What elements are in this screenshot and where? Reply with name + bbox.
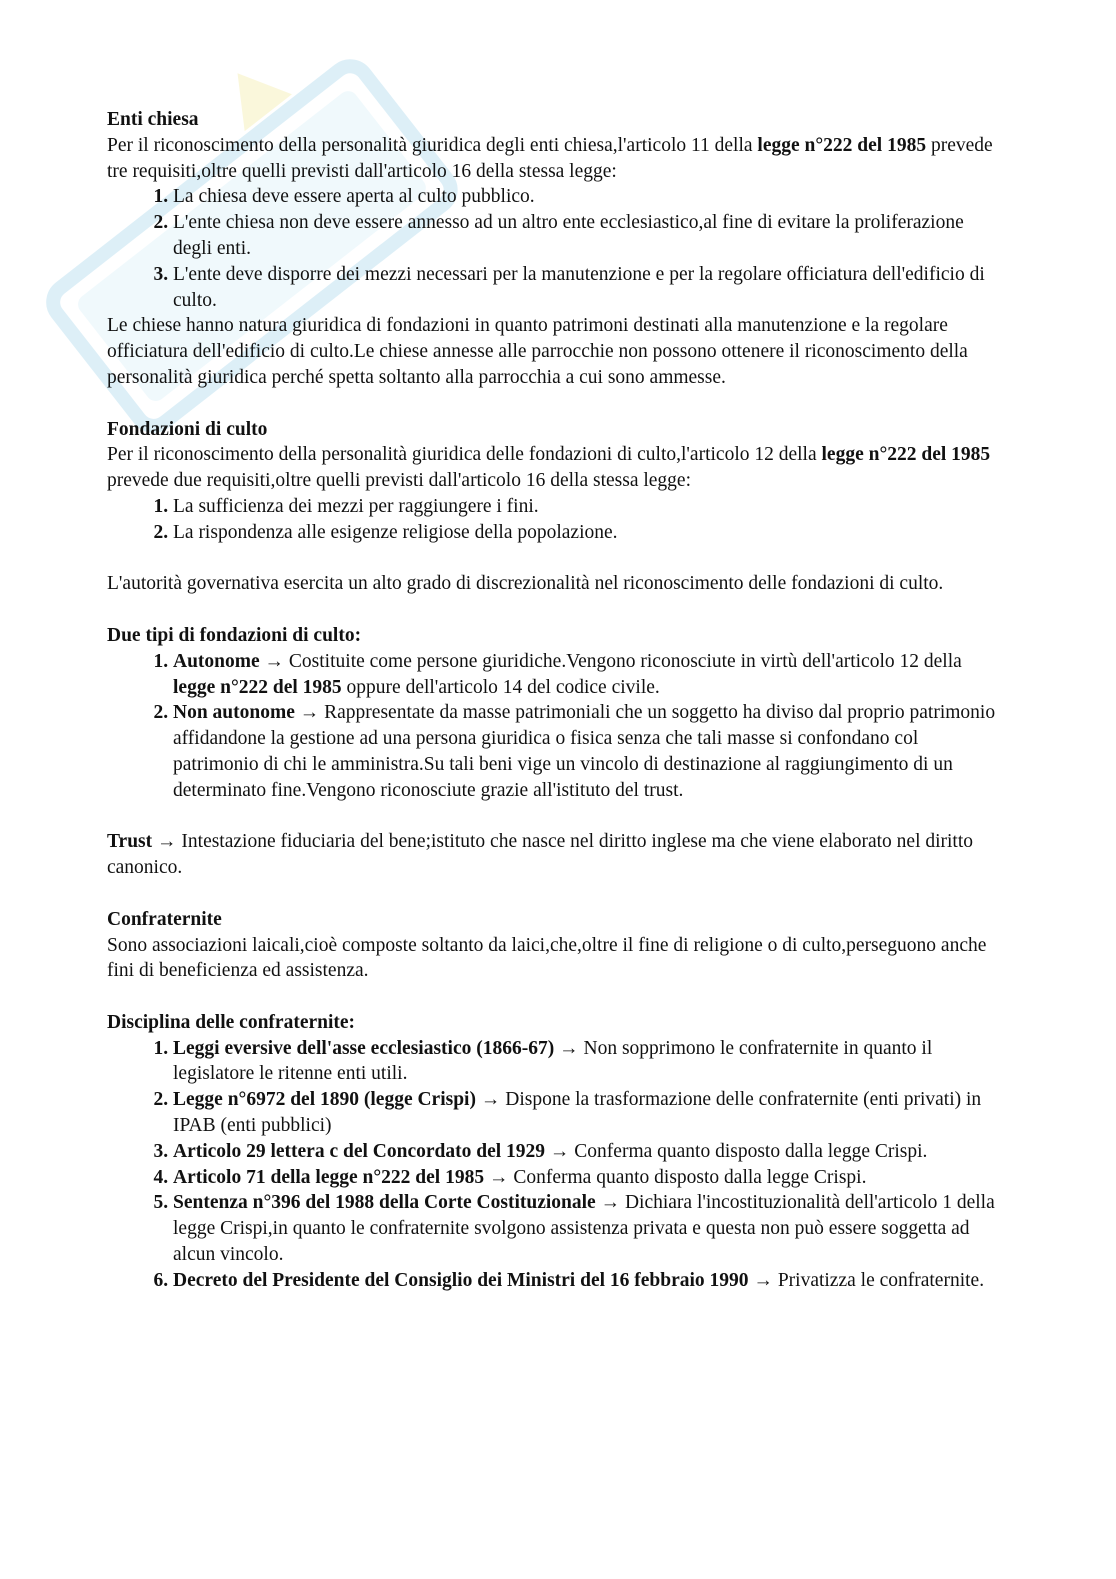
section-title: Due tipi di fondazioni di culto:	[107, 624, 362, 646]
section-disciplina	[107, 1010, 1007, 1294]
requirements-list	[107, 184, 1007, 313]
paragraph: Trust → Intestazione fiduciaria del bene;istituto che nasce nel diritto inglese ma che viene elaborato nel diritto canonico.	[107, 831, 974, 879]
section-trust	[107, 829, 1007, 881]
list-item: 2. L'ente chiesa non deve essere annesso ad un altro ente ecclesiastico,al fine di evitare la proliferazione degli enti.	[173, 210, 1007, 262]
section-title: Enti chiesa	[107, 109, 199, 130]
list-item: 6. Decreto del Presidente del Consiglio dei Ministri del 16 febbraio 1990 → Privatizza le confraternite.	[173, 1268, 1007, 1294]
list-item: 5. Sentenza n°396 del 1988 della Corte Costituzionale → Dichiara l'incostituzionalità dell'articolo 1 della legge Crispi,in quanto le confraternite svolgono assistenza privata e questa non può essere soggetta ad alcun vincolo.	[173, 1190, 1007, 1267]
paragraph: Le chiese hanno natura giuridica di fondazioni in quanto patrimoni destinati alla manutenzione e la regolare officiatura dell'edificio di culto.Le chiese annesse alle parrocchie non possono ottenere il riconoscimento della personalità giuridica perché spetta soltanto alla parrocchia a cui sono ammesse.	[107, 315, 968, 388]
list-item: 1. La sufficienza dei mezzi per raggiungere i fini.	[173, 494, 1007, 520]
list-item: 3. Articolo 29 lettera c del Concordato del 1929 → Conferma quanto disposto dalla legge Crispi.	[173, 1139, 1007, 1165]
section-enti-chiesa	[107, 107, 1007, 391]
types-list	[107, 649, 1007, 804]
list-item: 2. Non autonome → Rappresentate da masse patrimoniali che un soggetto ha diviso dal proprio patrimonio affidandone la gestione ad una persona giuridica o fisica senza che tali masse si confondano col patrimonio di chi le amministra.Su tali beni vige un vincolo di destinazione al raggiungimento di un determinato fine.Vengono riconosciute grazie all'istituto del trust.	[173, 700, 1007, 803]
requirements-list	[107, 494, 1007, 546]
section-fondazioni	[107, 417, 1007, 598]
section-title: Fondazioni di culto	[107, 418, 268, 440]
list-item: 3. L'ente deve disporre dei mezzi necessari per la manutenzione e per la regolare officiatura dell'edificio di culto.	[173, 262, 1007, 314]
section-tipi	[107, 623, 1007, 804]
list-item: 2. La rispondenza alle esigenze religiose della popolazione.	[173, 520, 1007, 546]
section-confraternite	[107, 907, 1007, 984]
list-item: 1. Leggi eversive dell'asse ecclesiastico (1866-67) → Non sopprimono le confraternite in quanto il legislatore le ritenne enti utili.	[173, 1036, 1007, 1088]
paragraph: Per il riconoscimento della personalità giuridica delle fondazioni di culto,l'articolo 12 della legge n°222 del 1985 prevede due requisiti,oltre quelli previsti dall'articolo 16 della stessa legge:	[107, 444, 991, 492]
list-item: 4. Articolo 71 della legge n°222 del 1985 → Conferma quanto disposto dalla legge Crispi.	[173, 1165, 1007, 1191]
list-item: 1. Autonome → Costituite come persone giuridiche.Vengono riconosciute in virtù dell'articolo 12 della legge n°222 del 1985 oppure dell'articolo 14 del codice civile.	[173, 649, 1007, 701]
discipline-list	[107, 1036, 1007, 1294]
paragraph: Sono associazioni laicali,cioè composte soltanto da laici,che,oltre il fine di religione o di culto,perseguono anche fini di beneficienza ed assistenza.	[107, 934, 987, 982]
paragraph: Per il riconoscimento della personalità giuridica degli enti chiesa,l'articolo 11 della legge n°222 del 1985 prevede tre requisiti,oltre quelli previsti dall'articolo 16 della stessa legge:	[107, 134, 993, 182]
list-item: 2. Legge n°6972 del 1890 (legge Crispi) → Dispone la trasformazione delle confraternite (enti privati) in IPAB (enti pubblici)	[173, 1087, 1007, 1139]
document-page	[107, 107, 1007, 1319]
list-item: 1. La chiesa deve essere aperta al culto pubblico.	[173, 184, 1007, 210]
section-title: Disciplina delle confraternite:	[107, 1011, 356, 1033]
paragraph: L'autorità governativa esercita un alto grado di discrezionalità nel riconoscimento delle fondazioni di culto.	[107, 573, 944, 595]
section-title: Confraternite	[107, 908, 222, 930]
